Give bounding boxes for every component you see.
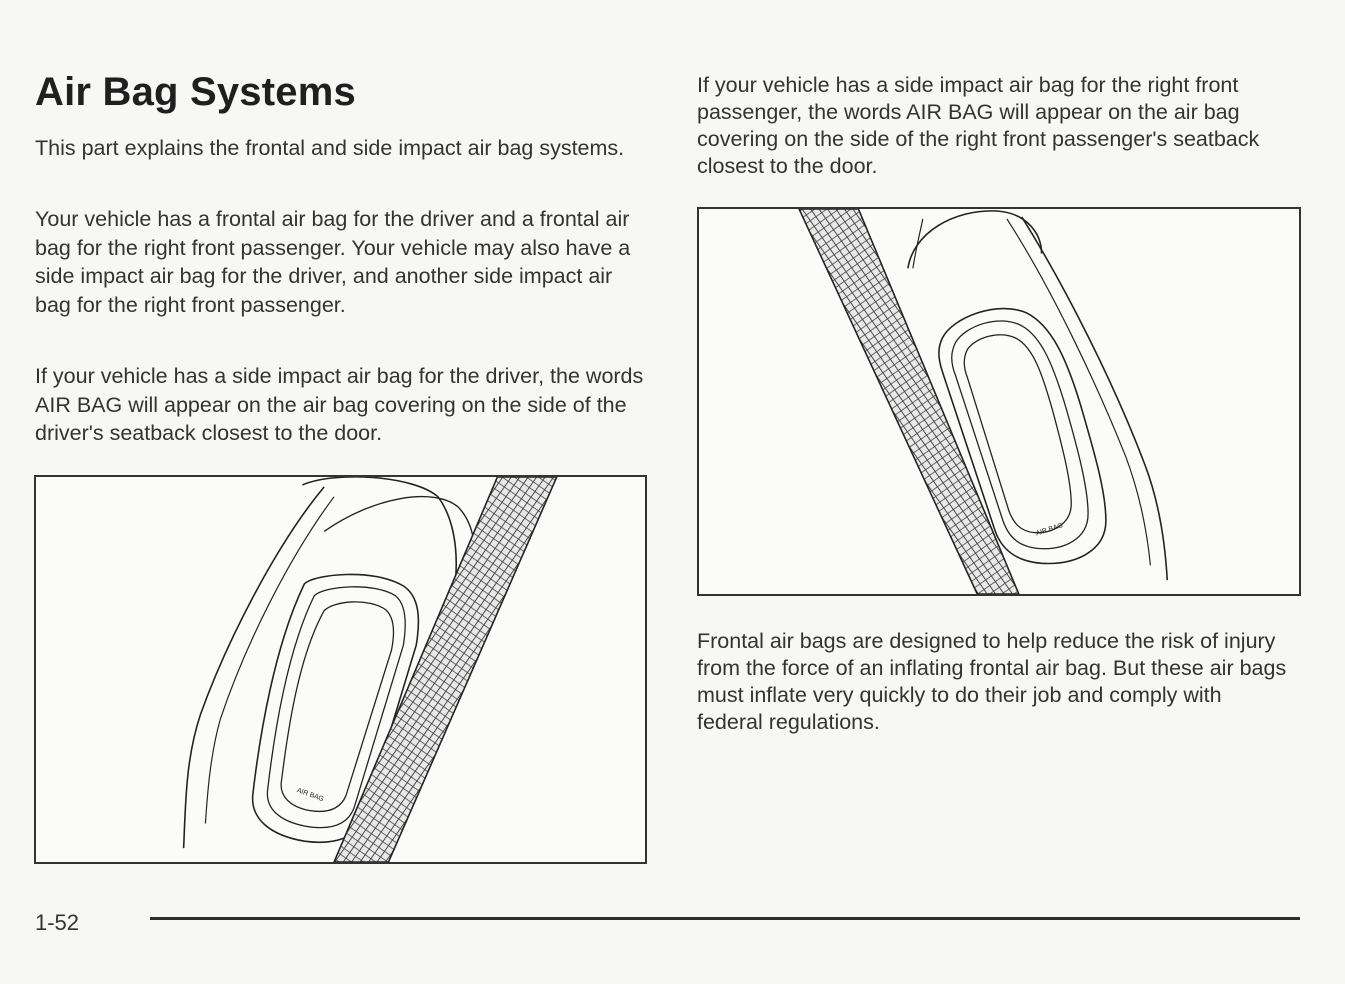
vehicle-airbags-paragraph: Your vehicle has a frontal air bag for the driver and a frontal air bag for the right front passenger. Your vehicle may also have a side impact air bag for the driver, and another side impact air bag for the right front passenger. <box>35 207 631 317</box>
driver-side-airbag-paragraph: If your vehicle has a side impact air bag for the driver, the words AIR BAG will appear on the air bag covering on the side of the driver's seatback closest to the door. <box>35 364 644 445</box>
airbag-label-text: AIR BAG <box>295 787 325 804</box>
page-title: Air Bag Systems <box>35 70 356 114</box>
passenger-seatback-drawing <box>699 209 1299 594</box>
airbag-label-text: AIR BAG <box>1035 522 1064 538</box>
headrest-outline <box>908 211 1042 269</box>
page-number: 1-52 <box>35 910 80 935</box>
seat-belt <box>334 477 557 862</box>
passenger-side-airbag-paragraph: If your vehicle has a side impact air bag for the right front passenger, the words AIR BAG will appear on the air bag covering on the side of the right front passenger's seatback closest to the door. <box>697 73 1260 178</box>
intro-paragraph: This part explains the frontal and side impact air bag systems. <box>35 136 625 160</box>
footer-rule <box>150 917 1300 920</box>
seatback-edge <box>1022 217 1167 580</box>
frontal-airbag-paragraph: Frontal air bags are designed to help reduce the risk of injury from the force of an inflating frontal air bag. But these air bags must inflate very quickly to do their job and comply with federal regulations. <box>697 629 1287 734</box>
driver-seatback-drawing <box>36 477 645 862</box>
driver-seatback-illustration <box>34 475 647 864</box>
headrest-outline <box>302 477 456 576</box>
passenger-seatback-illustration <box>697 207 1301 596</box>
